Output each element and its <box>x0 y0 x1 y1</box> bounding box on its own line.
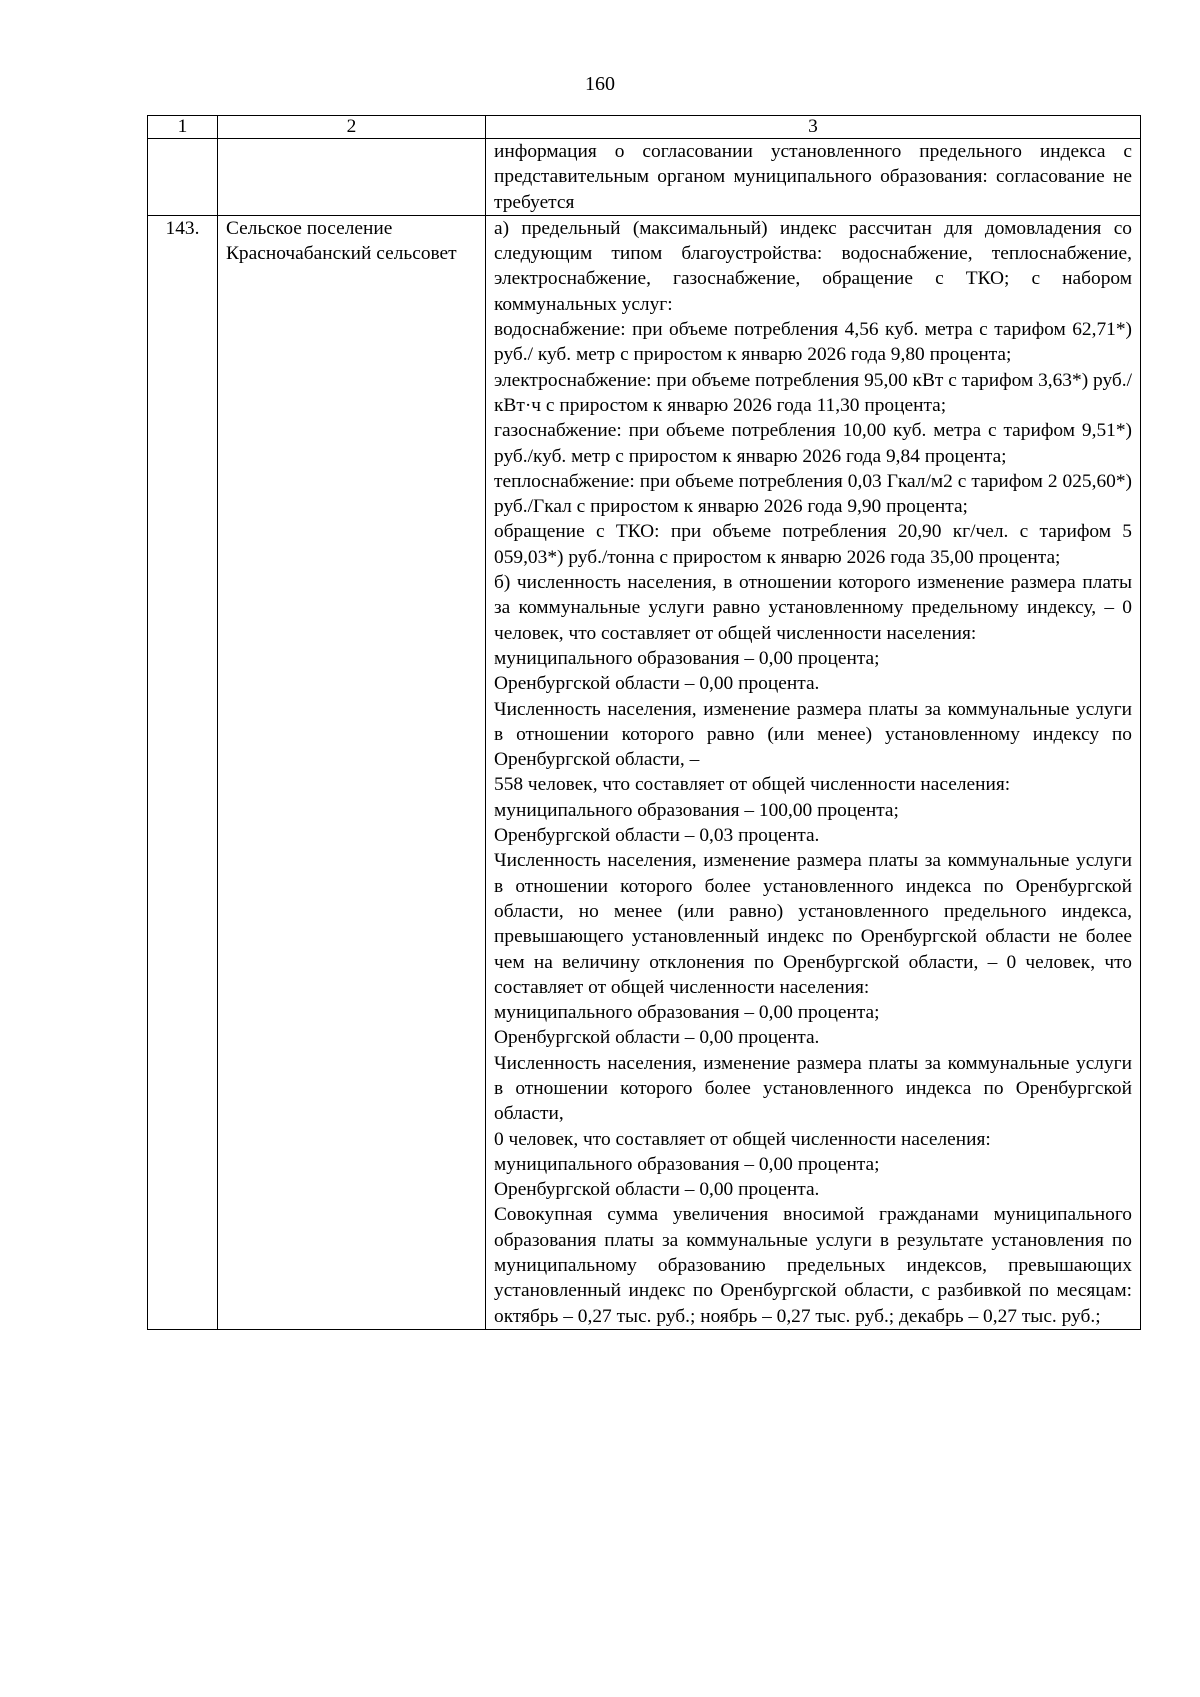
description-paragraph: муниципального образования – 0,00 процента; <box>494 647 880 669</box>
table-row-continued <box>148 139 1141 216</box>
column-number-row <box>148 116 1141 139</box>
description-paragraph: муниципального образования – 0,00 процента; <box>494 1002 880 1024</box>
description-paragraph: муниципального образования – 0,00 процента; <box>494 1153 880 1175</box>
description-paragraph: Оренбургской области – 0,00 процента. <box>494 1027 820 1049</box>
description-paragraph: Совокупная сумма увеличения вносимой гражданами муниципального образования платы за коммунальные услуги в результате установления по муниципальному образованию предельных индексов, превышающих установленный индекс по Оренбургской области, с разбивкой по месяцам: октябрь – 0,27 тыс. руб.; ноябрь – 0,27 тыс. руб.; декабрь – 0,27 тыс. руб.; <box>494 1204 1132 1327</box>
description-paragraph: газоснабжение: при объеме потребления 10,00 куб. метра с тарифом 9,51*) руб./куб. метр с приростом к январю 2026 года 9,84 процента; <box>494 420 1132 467</box>
description-cell <box>486 215 1141 1329</box>
description-paragraph: теплоснабжение: при объеме потребления 0,03 Гкал/м2 с тарифом 2 025,60*) руб./Гкал с приростом к январю 2026 года 9,90 процента; <box>494 470 1132 518</box>
description-paragraph: информация о согласовании установленного предельного индекса с представительным органом муниципального образования: согласование не требуется <box>494 141 1132 213</box>
row-number-cell: 143. <box>148 215 218 1329</box>
index-table <box>147 115 1141 1330</box>
table-row <box>148 215 1141 1329</box>
description-paragraph: обращение с ТКО: при объеме потребления 20,90 кг/чел. с тарифом 5 059,03*) руб./тонна с приростом к январю 2026 года 35,00 процента; <box>494 521 1132 568</box>
page-number: 160 <box>585 73 615 95</box>
column-header-3: 3 <box>486 116 1141 139</box>
municipality-cell <box>218 139 486 216</box>
description-cell <box>486 139 1141 216</box>
description-paragraph: Численность населения, изменение размера платы за коммунальные услуги в отношении которого более установленного индекса по Оренбургской области, <box>494 1052 1132 1125</box>
description-paragraph: Численность населения, изменение размера платы за коммунальные услуги в отношении которого равно (или менее) установленному индексу по Оренбургской области, – <box>494 698 1132 771</box>
description-paragraph: б) численность населения, в отношении которого изменение размера платы за коммунальные услуги равно установленному предельному индексу, – 0 человек, что составляет от общей численности населения: <box>494 572 1132 644</box>
municipality-cell: Сельское поселение Красночабанский сельсовет <box>218 215 486 1329</box>
description-paragraph: Оренбургской области – 0,03 процента. <box>494 825 820 847</box>
column-header-1: 1 <box>148 116 218 139</box>
column-header-2: 2 <box>218 116 486 139</box>
description-paragraph: Оренбургской области – 0,00 процента. <box>494 1179 820 1201</box>
description-paragraph: 558 человек, что составляет от общей численности населения: <box>494 774 1011 796</box>
description-paragraph: 0 человек, что составляет от общей численности населения: <box>494 1128 991 1150</box>
row-number-cell <box>148 139 218 216</box>
description-paragraph: Численность населения, изменение размера платы за коммунальные услуги в отношении которого более установленного индекса по Оренбургской области, но менее (или равно) установленного предельного индекса, превышающего установленный индекс по Оренбургской области не более чем на величину отклонения по Оренбургской области, – 0 человек, что составляет от общей численности населения: <box>494 850 1132 998</box>
description-paragraph: муниципального образования – 100,00 процента; <box>494 799 899 821</box>
description-paragraph: электроснабжение: при объеме потребления 95,00 кВт с тарифом 3,63*) руб./кВт·ч с приростом к январю 2026 года 11,30 процента; <box>494 369 1132 416</box>
description-paragraph: а) предельный (максимальный) индекс рассчитан для домовладения со следующим типом благоустройства: водоснабжение, теплоснабжение, электроснабжение, газоснабжение, обращение с ТКО; с набором коммунальных услуг: <box>494 217 1132 315</box>
description-paragraph: Оренбургской области – 0,00 процента. <box>494 673 820 695</box>
description-paragraph: водоснабжение: при объеме потребления 4,56 куб. метра с тарифом 62,71*) руб./ куб. метр с приростом к январю 2026 года 9,80 процента; <box>494 319 1132 366</box>
